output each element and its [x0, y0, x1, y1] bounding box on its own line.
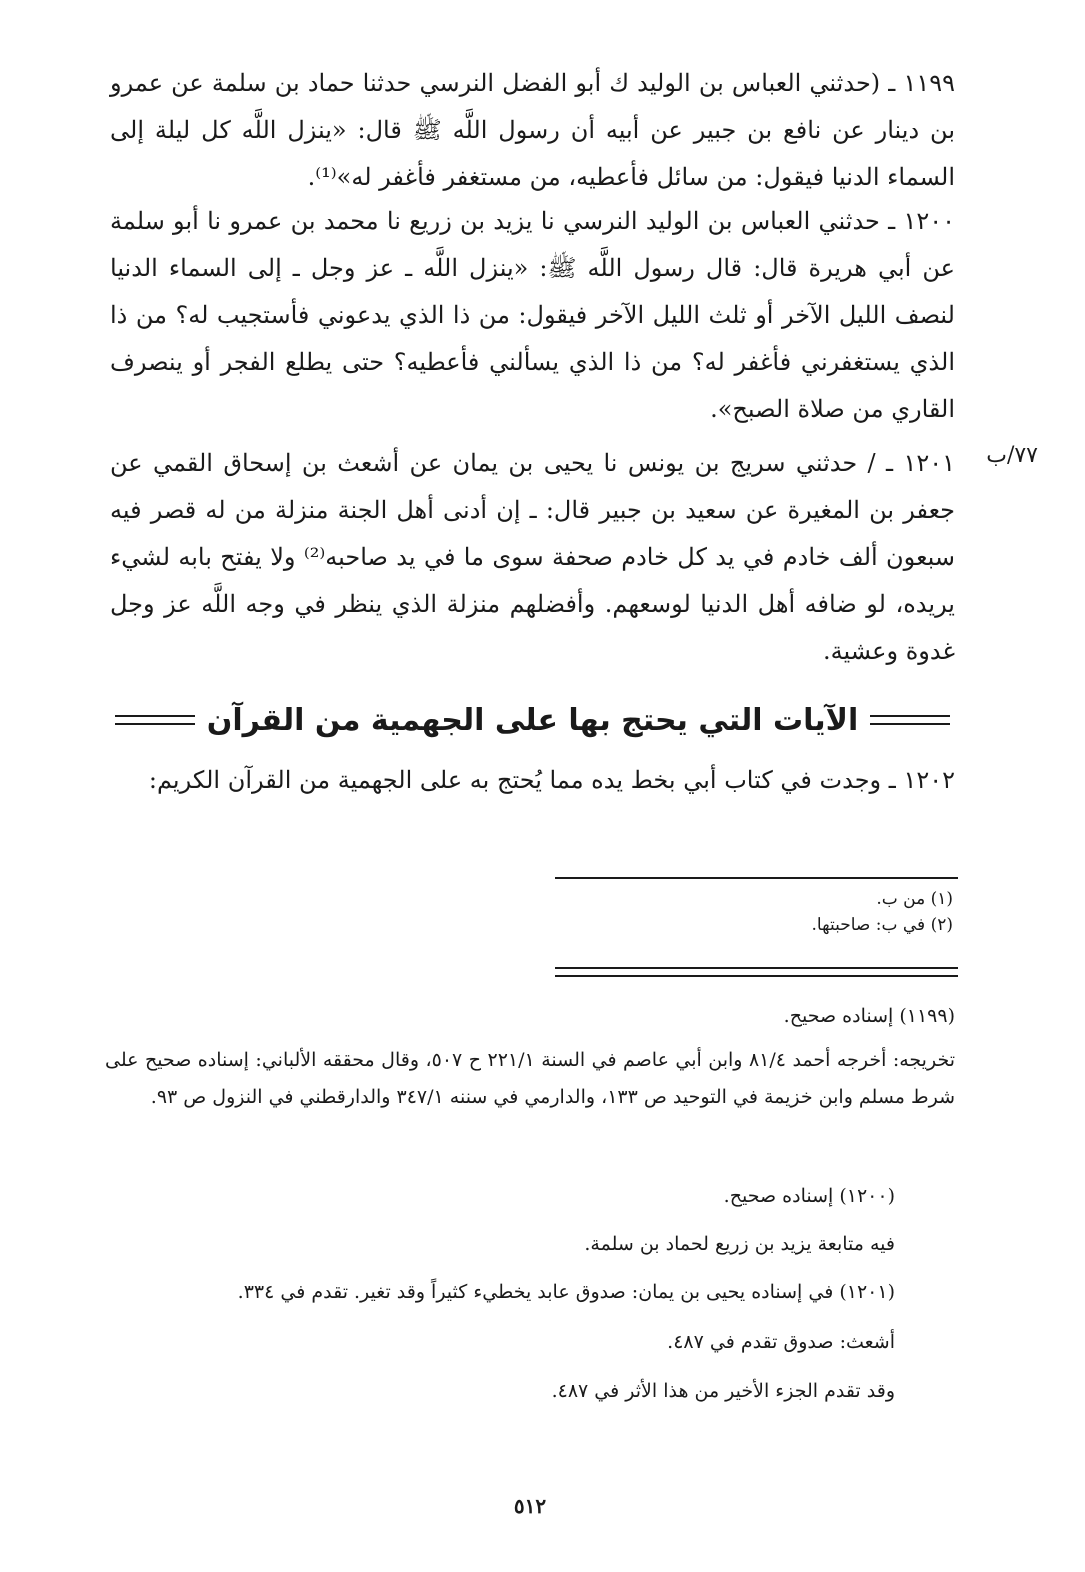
commentary-1201-note: وقد تقدم الجزء الأخير من هذا الأثر في ٤٨٧.	[551, 1380, 895, 1402]
section-heading: الآيات التي يحتج بها على الجهمية من القرآن	[206, 702, 859, 738]
commentary-separator	[555, 967, 958, 977]
heading-rule-left	[115, 715, 195, 725]
page-number: ٥١٢	[513, 1494, 547, 1518]
hadith-1202: ١٢٠٢ ـ وجدت في كتاب أبي بخط يده مما يُحتج به على الجهمية من القرآن الكريم:	[148, 766, 955, 794]
hadith-1199: ١١٩٩ ـ (حدثني العباس بن الوليد ك أبو الفضل النرسي حدثنا حماد بن سلمة عن عمرو بن دينار عن نافع بن جبير عن أبيه أن رسول اللَّه ﷺ قال: «ينزل اللَّه كل ليلة إلى السماء الدنيا فيقول: من سائل فأعطيه، من مستغفر فأغفر له»⁽¹⁾.	[110, 69, 955, 191]
commentary-1199-takhrij: تخريجه: أخرجه أحمد ٨١/٤ وابن أبي عاصم في السنة ٢٢١/١ ح ٥٠٧، وقال محققه الألباني: إسناده صحيح على شرط مسلم وابن خزيمة في التوحيد ص ١٣٣، والدارمي في سننه ٣٤٧/١ والدارقطني في النزول ص ٩٣.	[105, 1049, 956, 1108]
commentary-1201-ashath: أشعث: صدوق تقدم في ٤٨٧.	[667, 1331, 895, 1353]
heading-rule-right	[870, 715, 950, 725]
commentary-1201-narrator: (١٢٠١) في إسناده يحيى بن يمان: صدوق عابد يخطيء كثيراً وقد تغير. تقدم في ٣٣٤.	[237, 1281, 895, 1303]
footnote-separator	[555, 877, 958, 879]
margin-folio-reference: ٧٧/ب	[986, 443, 1038, 468]
footnote-1: (١) من ب.	[876, 889, 953, 909]
hadith-1201: ١٢٠١ ـ / حدثني سريج بن يونس نا يحيى بن يمان عن أشعث بن إسحاق القمي عن جعفر بن المغيرة عن سعيد بن جبير قال: ـ إن أدنى أهل الجنة منزلة من له قصر فيه سبعون ألف خادم في يد كل خادم صحفة سوى ما في يد صاحبه⁽²⁾ ولا يفتح بابه لشيء يريده، لو ضافه أهل الدنيا لوسعهم. وأفضلهم منزلة الذي ينظر في وجه اللَّه عز وجل غدوة وعشية.	[110, 449, 955, 665]
commentary-1199-grade: (١١٩٩) إسناده صحيح.	[783, 1005, 955, 1027]
section-heading-block	[115, 692, 950, 748]
commentary-1200-grade: (١٢٠٠) إسناده صحيح.	[723, 1185, 895, 1207]
footnotes	[555, 886, 953, 938]
footnote-2: (٢) في ب: صاحبتها.	[811, 915, 953, 935]
hadith-1200: ١٢٠٠ ـ حدثني العباس بن الوليد النرسي نا يزيد بن زريع نا محمد بن عمرو نا أبو سلمة عن أبي هريرة قال: قال رسول اللَّه ﷺ: «ينزل اللَّه ـ عز وجل ـ إلى السماء الدنيا لنصف الليل الآخر أو ثلث الليل الآخر فيقول: من ذا الذي يدعوني فأستجيب له؟ من ذا الذي يستغفرني فأغفر له؟ من ذا الذي يسألني فأعطيه؟ حتى يطلع الفجر أو ينصرف القاري من صلاة الصبح».	[110, 207, 955, 423]
commentary-1200-note: فيه متابعة يزيد بن زريع لحماد بن سلمة.	[584, 1233, 895, 1255]
